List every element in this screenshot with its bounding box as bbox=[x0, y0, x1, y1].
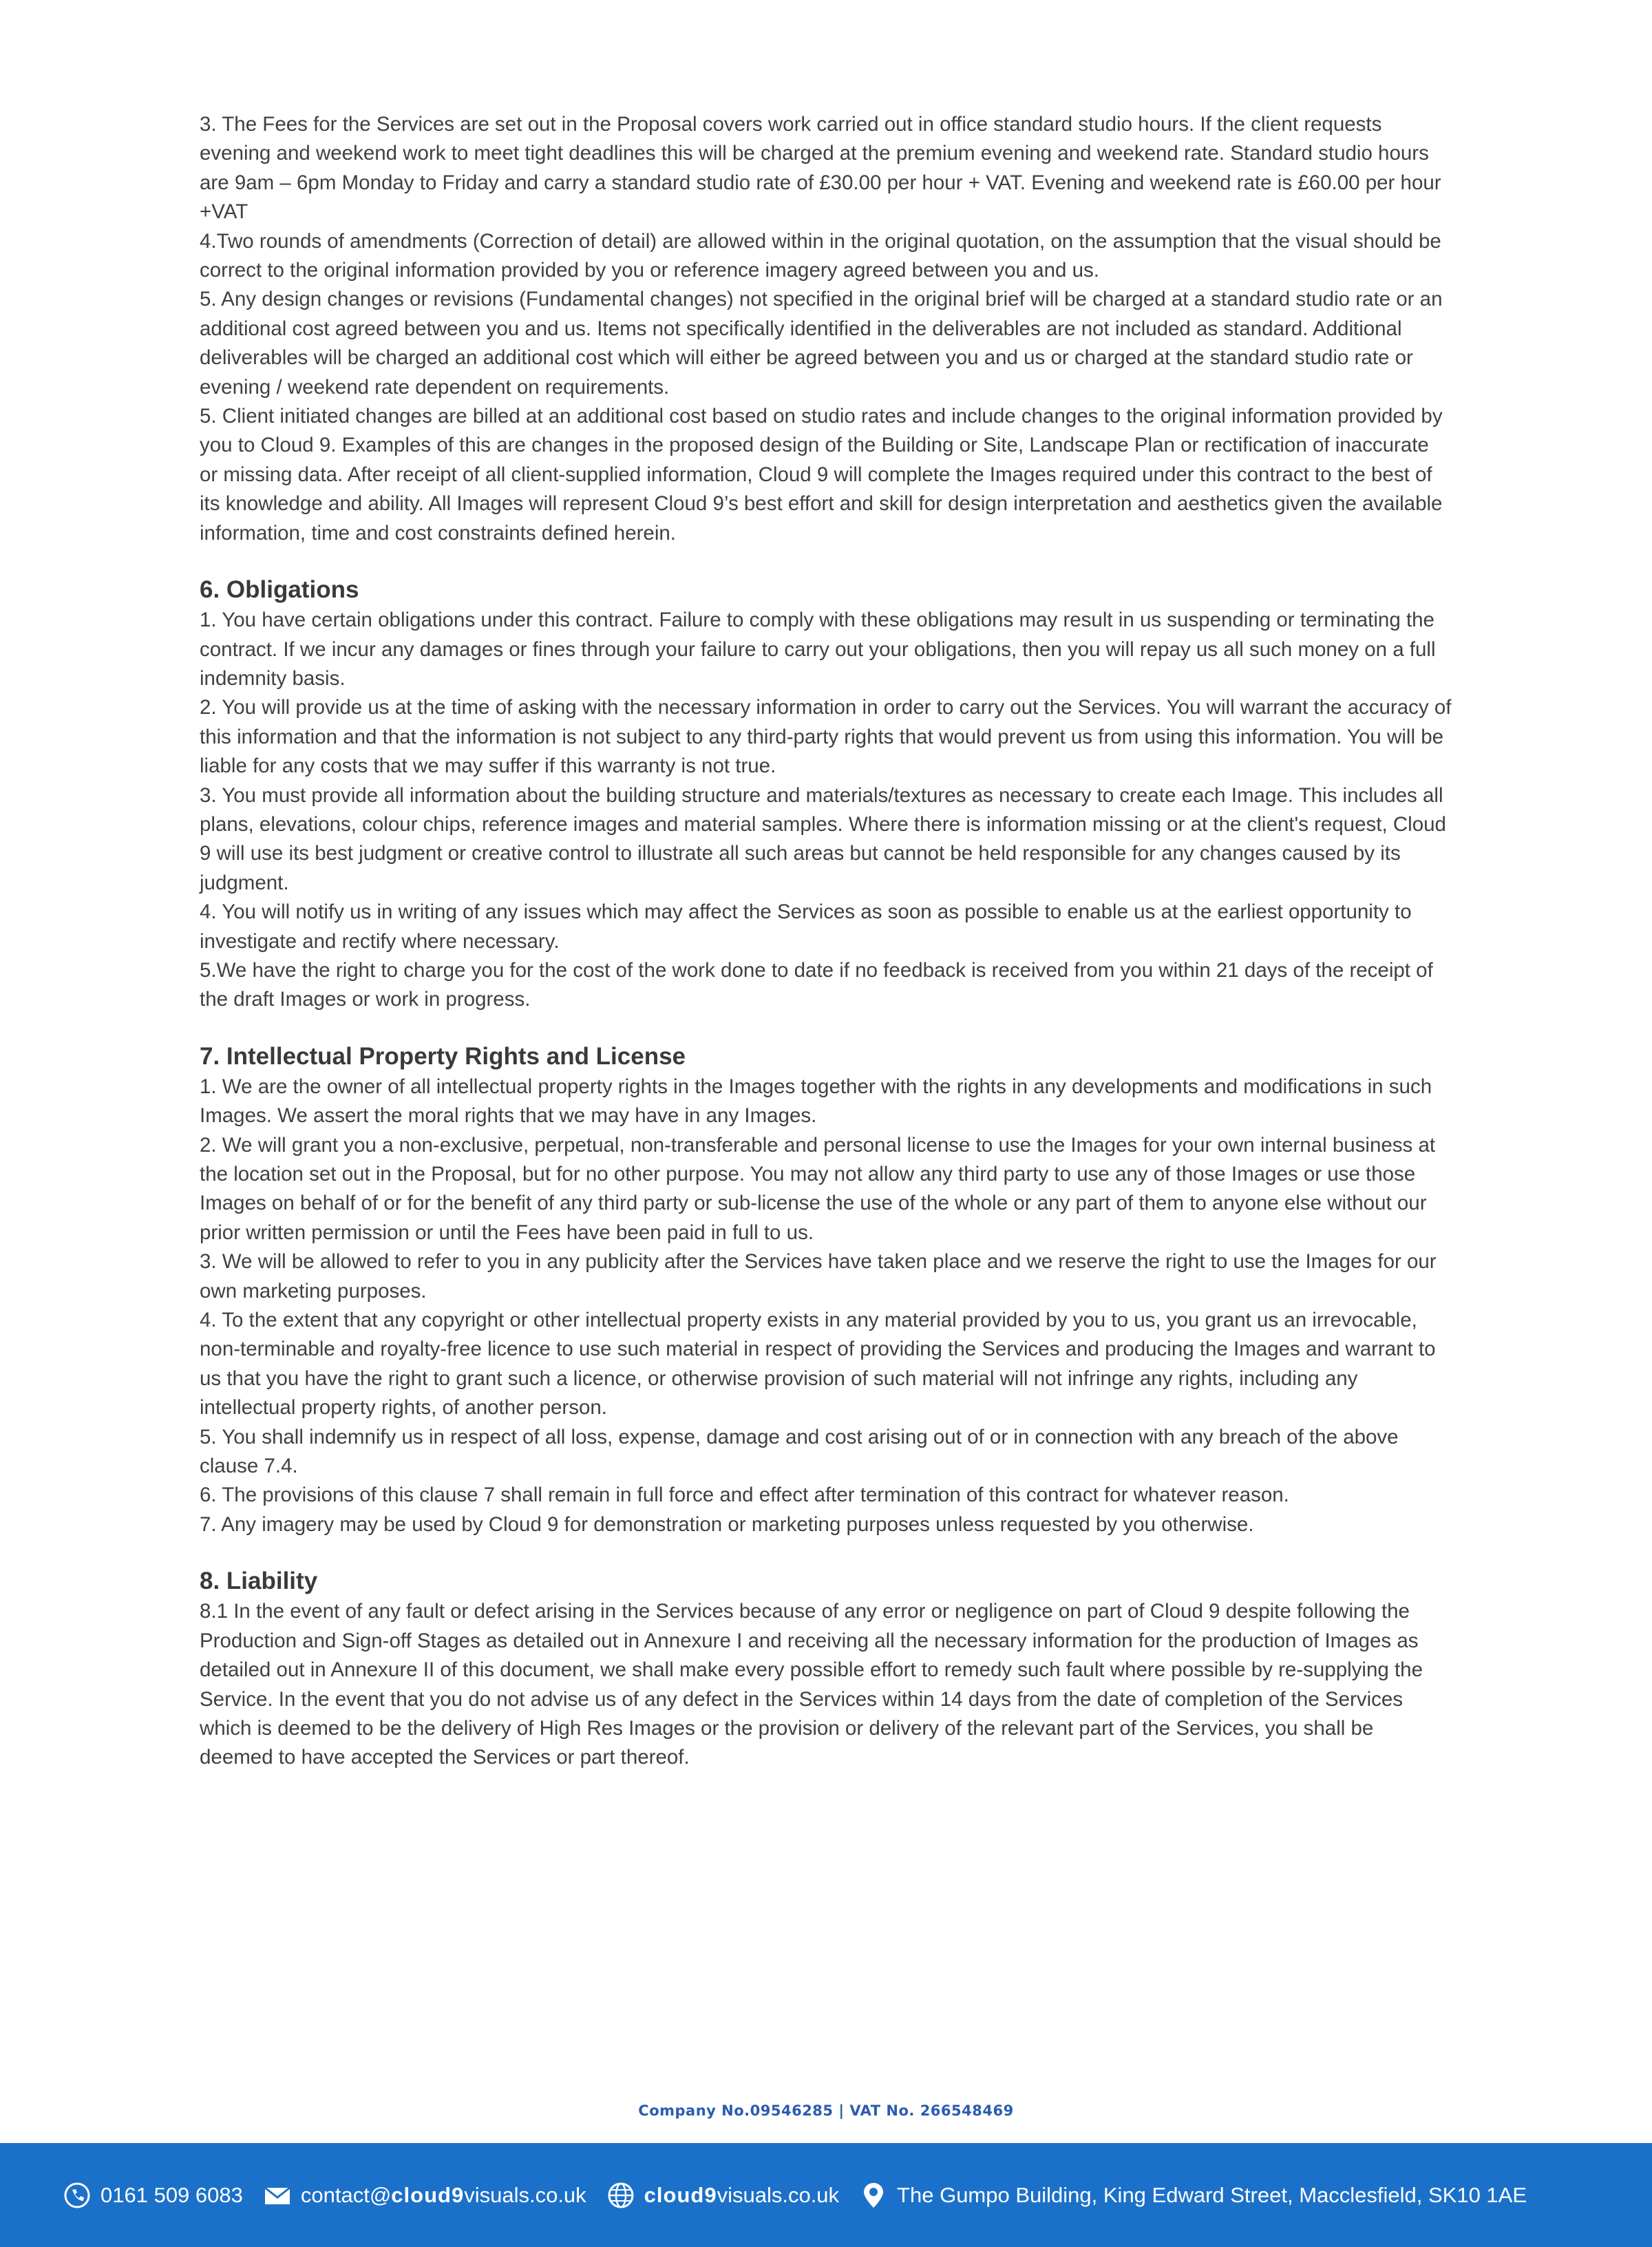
company-registration-line: Company No.09546285 | VAT No. 266548469 bbox=[638, 2102, 1014, 2119]
obligations-section bbox=[200, 574, 1452, 1015]
paragraph: 4.Two rounds of amendments (Correction of detail) are allowed within in the original quotation, on the assumption that the visual should be correct to the original information provided by you or reference imagery agreed between you and us. bbox=[200, 229, 1441, 282]
phone-icon bbox=[63, 2182, 91, 2209]
contact-footer-bar bbox=[0, 2143, 1652, 2247]
paragraph: 1. We are the owner of all intellectual property rights in the Images together with the rights in any developments and modifications in such Images. We assert the moral rights that we may have in any Images. bbox=[200, 1075, 1432, 1128]
section-heading: 6. Obligations bbox=[200, 576, 359, 604]
envelope-icon bbox=[264, 2182, 291, 2209]
section-heading: 7. Intellectual Property Rights and License bbox=[200, 1042, 686, 1070]
paragraph: 5.We have the right to charge you for the cost of the work done to date if no feedback is received from you within 21 days of the receipt of the draft Images or work in progress. bbox=[200, 958, 1433, 1011]
email-brand: cloud9 bbox=[391, 2182, 465, 2207]
globe-icon bbox=[607, 2182, 635, 2209]
ip-rights-section bbox=[200, 1041, 1452, 1540]
footer-email[interactable] bbox=[264, 2182, 586, 2209]
paragraph: 3. You must provide all information about the building structure and materials/textures as necessary to create each Image. This includes all plans, elevations, colour chips, reference images and material samples. Where there is information missing or at the client's request, Cloud 9 will use its best judgment or creative control to illustrate all such areas but cannot be held responsible for any changes caused by its judgment. bbox=[200, 783, 1446, 894]
fees-section bbox=[200, 110, 1452, 548]
liability-section bbox=[200, 1565, 1452, 1772]
phone-number: 0161 509 6083 bbox=[100, 2182, 243, 2207]
paragraph: 4. To the extent that any copyright or other intellectual property exists in any material provided by you to us, you grant us an irrevocable, non-terminable and royalty-free licence to use such material in respect of providing the Services and producing the Images and warrant to us that you have the right to grant such a licence, or otherwise provision of such material will not infringe any rights, including any intellectual property rights, of another person. bbox=[200, 1309, 1436, 1420]
paragraph: 5. Any design changes or revisions (Fundamental changes) not specified in the original brief will be charged at a standard studio rate or an additional cost agreed between you and us. Items not specifically identified in the deliverables are not included as standard. Additional deliverables will be charged an additional cost which will either be agreed between you and us or charged at the standard studio rate or evening / weekend rate dependent on requirements. bbox=[200, 288, 1443, 399]
location-pin-icon bbox=[860, 2182, 887, 2209]
paragraph: 3. The Fees for the Services are set out in the Proposal covers work carried out in office standard studio hours. If the client requests evening and weekend work to meet tight deadlines this will be charged at the premium evening and weekend rate. Standard studio hours are 9am – 6pm Monday to Friday and carry a standard studio rate of £30.00 per hour + VAT. Evening and weekend rate is £60.00 per hour +VAT bbox=[200, 113, 1441, 224]
paragraph: 4. You will notify us in writing of any issues which may affect the Services as soon as possible to enable us at the earliest opportunity to investigate and rectify where necessary. bbox=[200, 900, 1412, 953]
email-suffix: visuals.co.uk bbox=[464, 2182, 586, 2207]
footer-address bbox=[860, 2182, 1527, 2209]
document-body bbox=[200, 110, 1452, 1773]
paragraph: 1. You have certain obligations under this contract. Failure to comply with these obligations may result in us suspending or terminating the contract. If we incur any damages or fines through your failure to carry out your obligations, then you will repay us all such money on a full indemnity basis. bbox=[200, 609, 1436, 690]
paragraph: 5. You shall indemnify us in respect of all loss, expense, damage and cost arising out of or in connection with any breach of the above clause 7.4. bbox=[200, 1425, 1399, 1478]
footer-website[interactable] bbox=[607, 2182, 839, 2209]
paragraph: 2. We will grant you a non-exclusive, perpetual, non-transferable and personal license to use the Images for your own internal business at the location set out in the Proposal, but for no other purpose. You may not allow any third party to use any of those Images or use those Images on behalf of or for the benefit of any third party or sub-license the use of the whole or any part of them to anyone else without our prior written permission or until the Fees have been paid in full to us. bbox=[200, 1133, 1436, 1244]
paragraph: 7. Any imagery may be used by Cloud 9 for demonstration or marketing purposes unless requested by you otherwise. bbox=[200, 1512, 1254, 1536]
address-text: The Gumpo Building, King Edward Street, Macclesfield, SK10 1AE bbox=[897, 2182, 1527, 2207]
paragraph: 6. The provisions of this clause 7 shall remain in full force and effect after termination of this contract for whatever reason. bbox=[200, 1484, 1289, 1507]
paragraph: 8.1 In the event of any fault or defect arising in the Services because of any error or negligence on part of Cloud 9 despite following the Production and Sign-off Stages as detailed out in Annexure I and receiving all the necessary information for the production of Images as detailed out in Annexure II of this document, we shall make every possible effort to remedy such fault where possible by re-supplying the Service. In the event that you do not advise us of any defect in the Services within 14 days from the date of completion of the Services which is deemed to be the delivery of High Res Images or the provision or delivery of the relevant part of the Services, you shall be deemed to have accepted the Services or part thereof. bbox=[200, 1600, 1423, 1769]
footer-phone[interactable] bbox=[63, 2182, 243, 2209]
paragraph: 5. Client initiated changes are billed at an additional cost based on studio rates and include changes to the original information provided by you to Cloud 9. Examples of this are changes in the proposed design of the Building or Site, Landscape Plan or rectification of inaccurate or missing data. After receipt of all client-supplied information, Cloud 9 will complete the Images required under this contract to the best of its knowledge and ability. All Images will represent Cloud 9’s best effort and skill for design interpretation and aesthetics given the available information, time and cost constraints defined herein. bbox=[200, 405, 1443, 545]
website-suffix: visuals.co.uk bbox=[717, 2182, 840, 2207]
website-brand: cloud9 bbox=[644, 2182, 717, 2207]
paragraph: 3. We will be allowed to refer to you in any publicity after the Services have taken place and we reserve the right to use the Images for our own marketing purposes. bbox=[200, 1250, 1437, 1302]
section-heading: 8. Liability bbox=[200, 1568, 318, 1595]
paragraph: 2. You will provide us at the time of asking with the necessary information in order to carry out the Services. You will warrant the accuracy of this information and that the information is not subject to any third-party rights that would prevent us from using this information. You will be liable for any costs that we may suffer if this warranty is not true. bbox=[200, 696, 1452, 778]
email-prefix: contact@ bbox=[300, 2182, 392, 2207]
